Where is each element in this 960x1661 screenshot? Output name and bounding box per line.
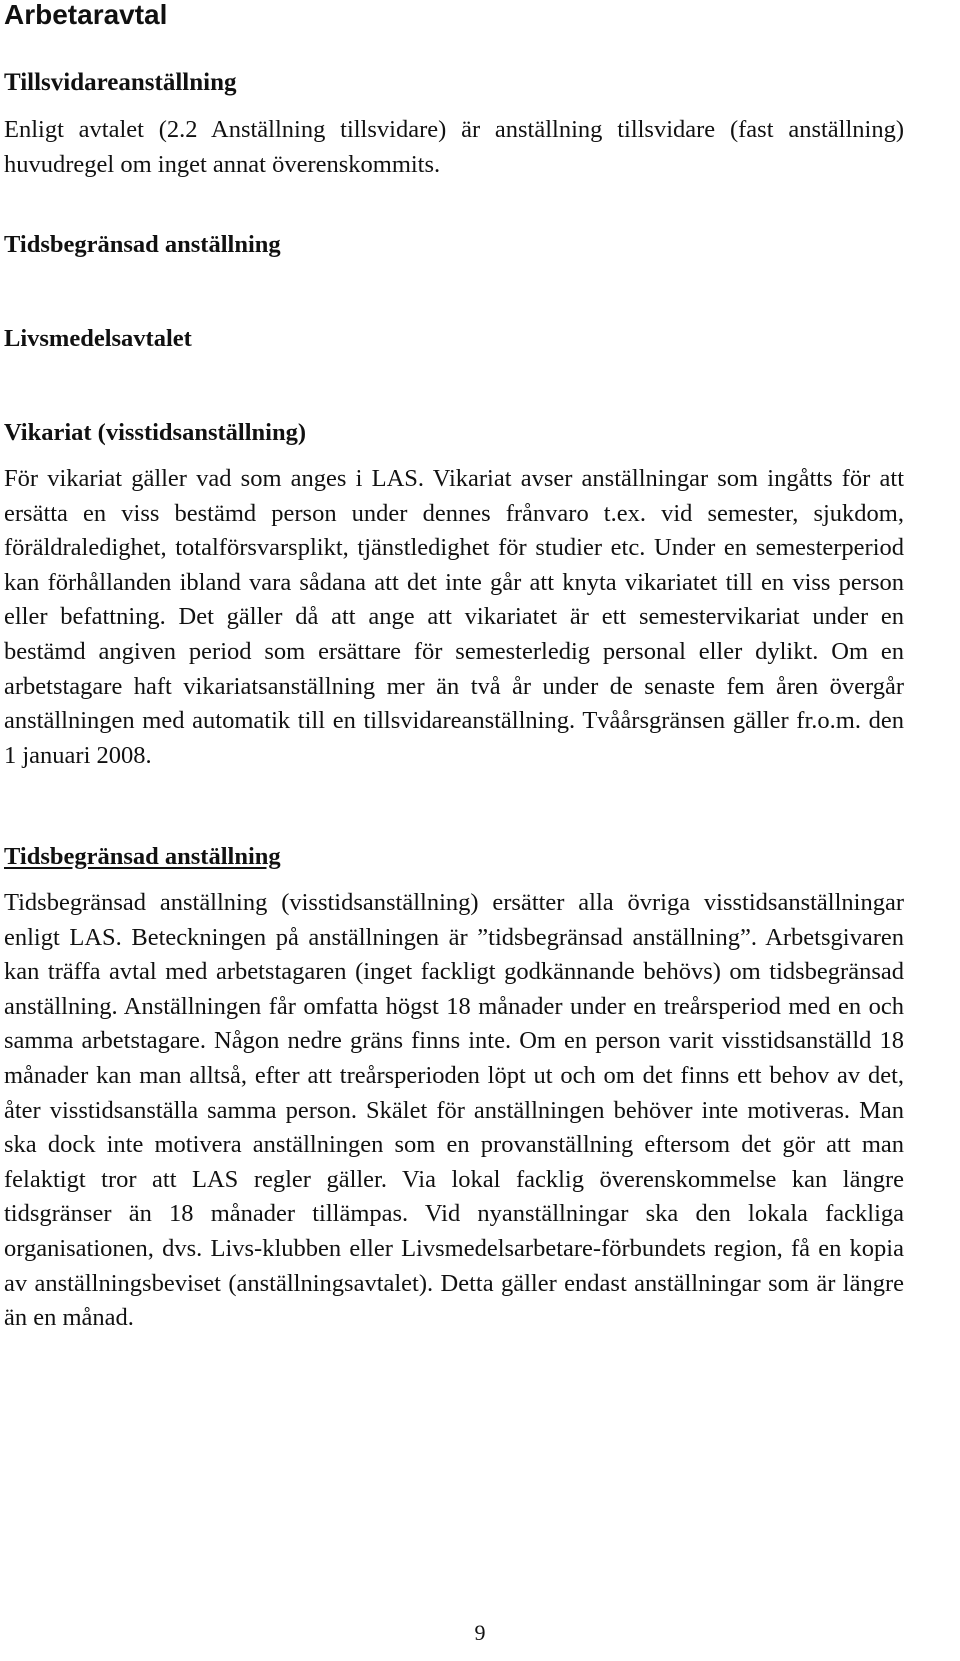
subheading-tidsbegransad-anstallning-underlined: Tidsbegränsad anställning: [4, 843, 281, 870]
paragraph-tidsbegransad-anstallning: Tidsbegränsad anställning (visstidsanställning) ersätter alla övriga visstidsanställningar enligt LAS. Beteckningen på anställningen är ”tidsbegränsad anställning”. Arbetsgivaren kan träffa avtal med arbetstagaren (inget fackligt godkännande behövs) om tidsbegränsad anställning. Anställningen får omfatta högst 18 månader under en treårsperiod med en och samma arbetstagare. Någon nedre gräns finns inte. Om en person varit visstidsanställd 18 månader kan man alltså, efter att treårsperioden löpt ut och om det finns ett behov av det, åter visstidsanställa samma person. Skälet för anställningen behöver inte motiveras. Man ska dock inte motivera anställningen som en provanställning eftersom det gör att man felaktigt tror att LAS regler gäller. Via lokal facklig överenskommelse kan längre tidsgränser än 18 månader tillämpas. Vid nyanställningar ska den lokala fackliga organisationen, dvs. Livs-klubben eller Livsmedelsarbetare-förbundets region, få en kopia av anställningsbeviset (anställningsavtalet). Detta gäller endast anställningar som är längre än en månad.: [4, 889, 904, 1332]
document-title: Arbetaravtal: [4, 0, 168, 30]
subheading-livsmedelsavtalet: Livsmedelsavtalet: [4, 325, 192, 352]
subheading-vikariat: Vikariat (visstidsanställning): [4, 419, 306, 446]
paragraph-tillsvidareanstallning: Enligt avtalet (2.2 Anställning tillsvidare) är anställning tillsvidare (fast anställning) huvudregel om inget annat överenskommits.: [4, 116, 904, 178]
heading-tillsvidareanstallning: Tillsvidareanställning: [4, 69, 237, 96]
page-number: 9: [474, 1620, 486, 1645]
heading-tidsbegransad-anstallning: Tidsbegränsad anställning: [4, 231, 281, 258]
paragraph-vikariat: För vikariat gäller vad som anges i LAS. Vikariat avser anställningar som ingåtts för att ersätta en viss bestämd person under dennes frånvaro t.ex. vid semester, sjukdom, föräldraledighet, totalförsvarsplikt, tjänstledighet för studier etc. Under en semesterperiod kan förhållanden ibland vara sådana att det inte går att knyta vikariatet till en viss person eller befattning. Det gäller då att ange att vikariatet är ett semestervikariat under en bestämd angiven period som ersättare för semesterledig personal eller dylikt. Om en arbetstagare haft vikariatsanställning mer än två år under de senaste fem åren övergår anställningen med automatik till en tillsvidareanställning. Tvåårsgränsen gäller fr.o.m. den 1 januari 2008.: [4, 465, 904, 769]
